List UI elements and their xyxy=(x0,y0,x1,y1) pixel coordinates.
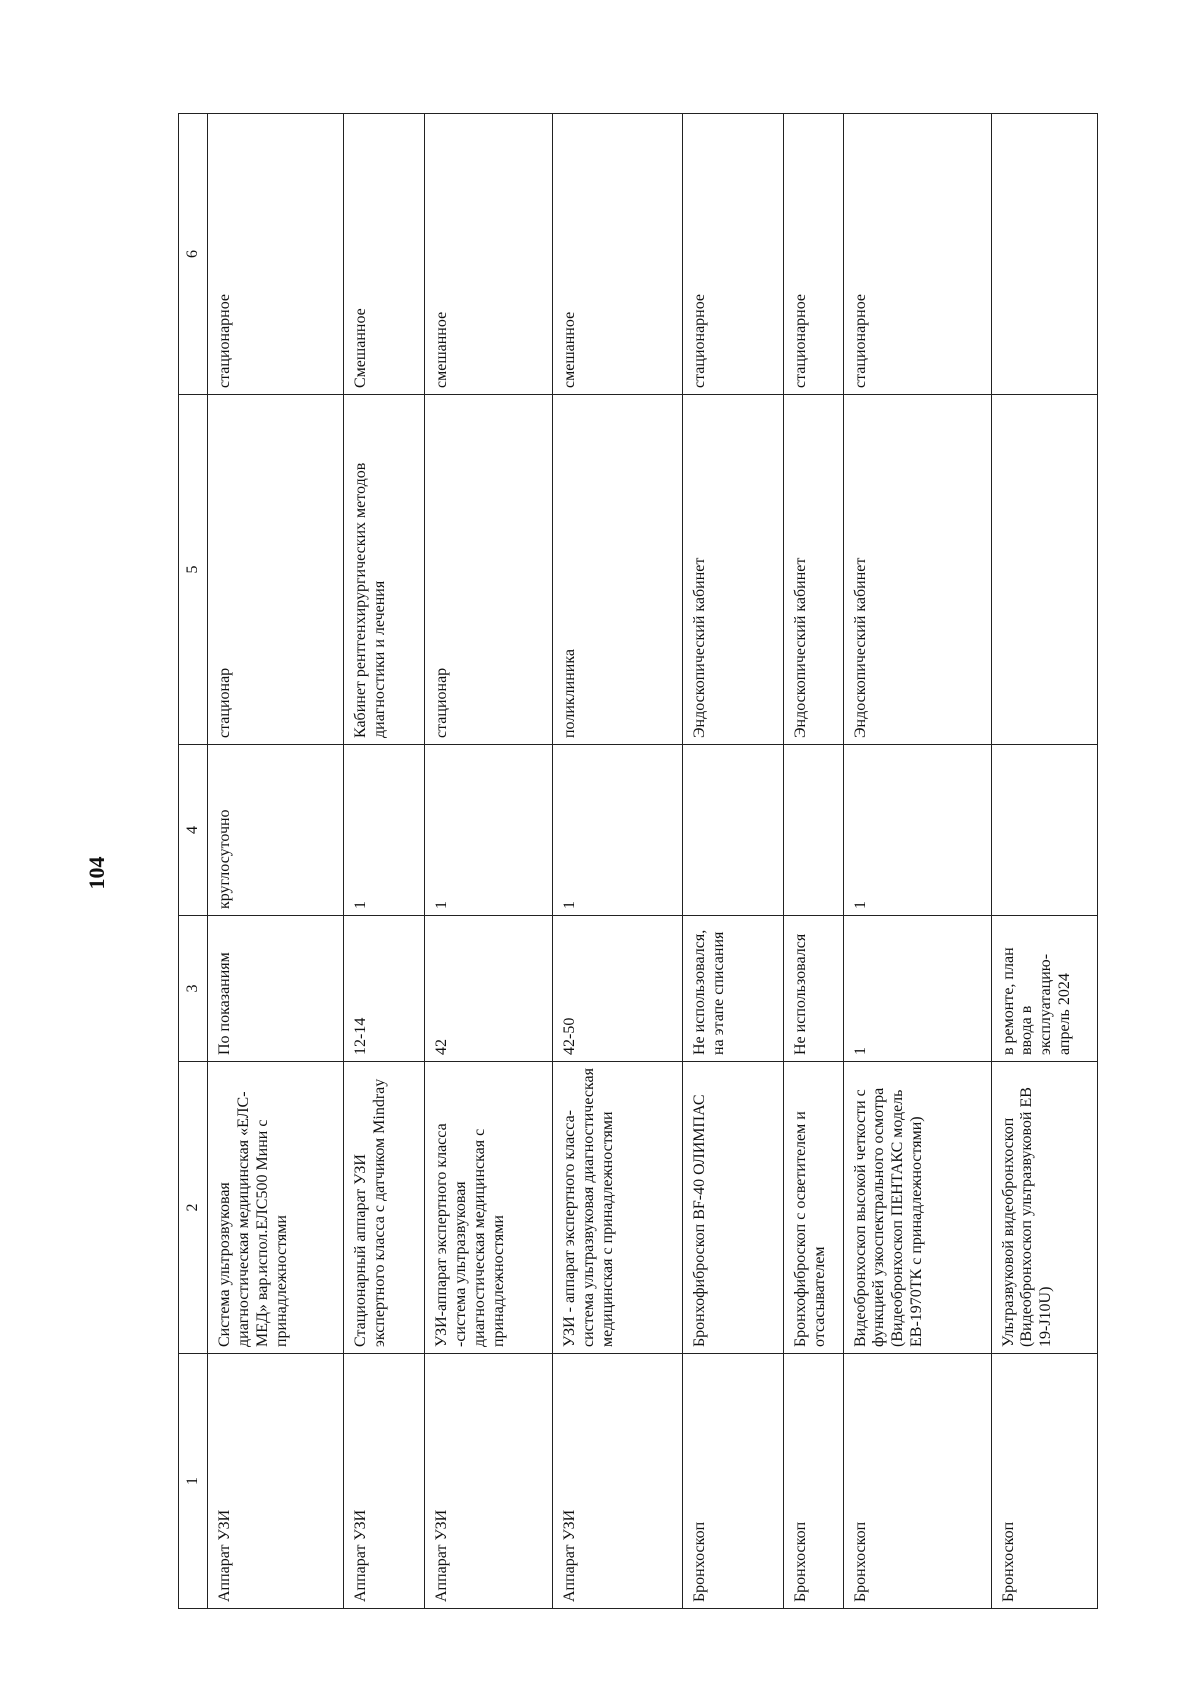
equipment-name-cell: Бронхофиброскоп с осветителем и отсасывателем xyxy=(783,1062,843,1354)
equipment-name-cell: Стационарный аппарат УЗИ экспертного класса с датчиком Mindray xyxy=(344,1062,425,1354)
use-type-cell: стационарное xyxy=(208,114,344,395)
table-row xyxy=(843,114,991,1609)
shift-cell: 1 xyxy=(344,745,425,916)
use-type-cell: смешанное xyxy=(425,114,553,395)
location-cell: стационар xyxy=(425,395,553,745)
load-cell: в ремонте, план ввода в эксплуатацию-апрель 2024 xyxy=(991,916,1098,1062)
equipment-type-cell: Аппарат УЗИ xyxy=(208,1354,344,1609)
location-cell: Эндоскопический кабинет xyxy=(682,395,783,745)
use-type-cell xyxy=(991,114,1098,395)
table-row xyxy=(425,114,553,1609)
header-cell: 6 xyxy=(179,114,208,395)
load-cell: 12-14 xyxy=(344,916,425,1062)
load-cell: 42 xyxy=(425,916,553,1062)
equipment-name-cell: Видеобронхоскоп высокой четкости с функцией узкоспектрального осмотра (Видеобронхоскоп ПЕНТАКС модель ЕВ-1970ТК с принадлежностями) xyxy=(843,1062,991,1354)
load-cell: 42-50 xyxy=(552,916,682,1062)
equipment-type-cell: Бронхоскоп xyxy=(843,1354,991,1609)
location-cell xyxy=(991,395,1098,745)
shift-cell: 1 xyxy=(843,745,991,916)
header-cell: 5 xyxy=(179,395,208,745)
equipment-name-cell: Бронхофиброскоп BF-40 ОЛИМПАС xyxy=(682,1062,783,1354)
load-cell: Не использовался xyxy=(783,916,843,1062)
table-row xyxy=(991,114,1098,1609)
table-row xyxy=(783,114,843,1609)
header-cell: 4 xyxy=(179,745,208,916)
equipment-table-wrapper xyxy=(178,114,1200,1602)
use-type-cell: стационарное xyxy=(843,114,991,395)
load-cell: 1 xyxy=(843,916,991,1062)
table-row xyxy=(682,114,783,1609)
equipment-name-cell: УЗИ - аппарат экспертного класса- система ультразвуковая диагностическая медицинская с принадлежностями xyxy=(552,1062,682,1354)
location-cell: стационар xyxy=(208,395,344,745)
table-row xyxy=(344,114,425,1609)
equipment-type-cell: Бронхоскоп xyxy=(783,1354,843,1609)
shift-cell: круглосуточно xyxy=(208,745,344,916)
shift-cell: 1 xyxy=(552,745,682,916)
shift-cell xyxy=(682,745,783,916)
header-cell: 2 xyxy=(179,1062,208,1354)
location-cell: Эндоскопический кабинет xyxy=(783,395,843,745)
equipment-table xyxy=(178,113,1098,1609)
equipment-type-cell: Аппарат УЗИ xyxy=(344,1354,425,1609)
equipment-type-cell: Аппарат УЗИ xyxy=(552,1354,682,1609)
location-cell: поликлиника xyxy=(552,395,682,745)
equipment-type-cell: Бронхоскоп xyxy=(991,1354,1098,1609)
page-number: 104 xyxy=(84,856,109,890)
equipment-name-cell: УЗИ-аппарат экспертного класса -система ультразвуковая диагностическая медицинская с принадлежностями xyxy=(425,1062,553,1354)
use-type-cell: смешанное xyxy=(552,114,682,395)
location-cell: Кабинет рентгенхирургических методов диагностики и лечения xyxy=(344,395,425,745)
header-row xyxy=(179,114,208,1609)
table-row xyxy=(552,114,682,1609)
shift-cell: 1 xyxy=(425,745,553,916)
header-cell: 1 xyxy=(179,1354,208,1609)
use-type-cell: стационарное xyxy=(783,114,843,395)
use-type-cell: Смешанное xyxy=(344,114,425,395)
shift-cell xyxy=(783,745,843,916)
equipment-type-cell: Аппарат УЗИ xyxy=(425,1354,553,1609)
use-type-cell: стационарное xyxy=(682,114,783,395)
equipment-name-cell: Ультразвуковой видеобронхоскоп (Видеобронхоскоп ультразвуковой EB 19-J10U) xyxy=(991,1062,1098,1354)
load-cell: По показаниям xyxy=(208,916,344,1062)
table-row xyxy=(208,114,344,1609)
header-cell: 3 xyxy=(179,916,208,1062)
equipment-type-cell: Бронхоскоп xyxy=(682,1354,783,1609)
equipment-name-cell: Система ультрозвуковая диагностическая медицинская «ЕЛС-МЕД» вар.испол.ЕЛС500 Мини с принадлежностями xyxy=(208,1062,344,1354)
load-cell: Не использовался, на этапе списания xyxy=(682,916,783,1062)
shift-cell xyxy=(991,745,1098,916)
location-cell: Эндоскопический кабинет xyxy=(843,395,991,745)
